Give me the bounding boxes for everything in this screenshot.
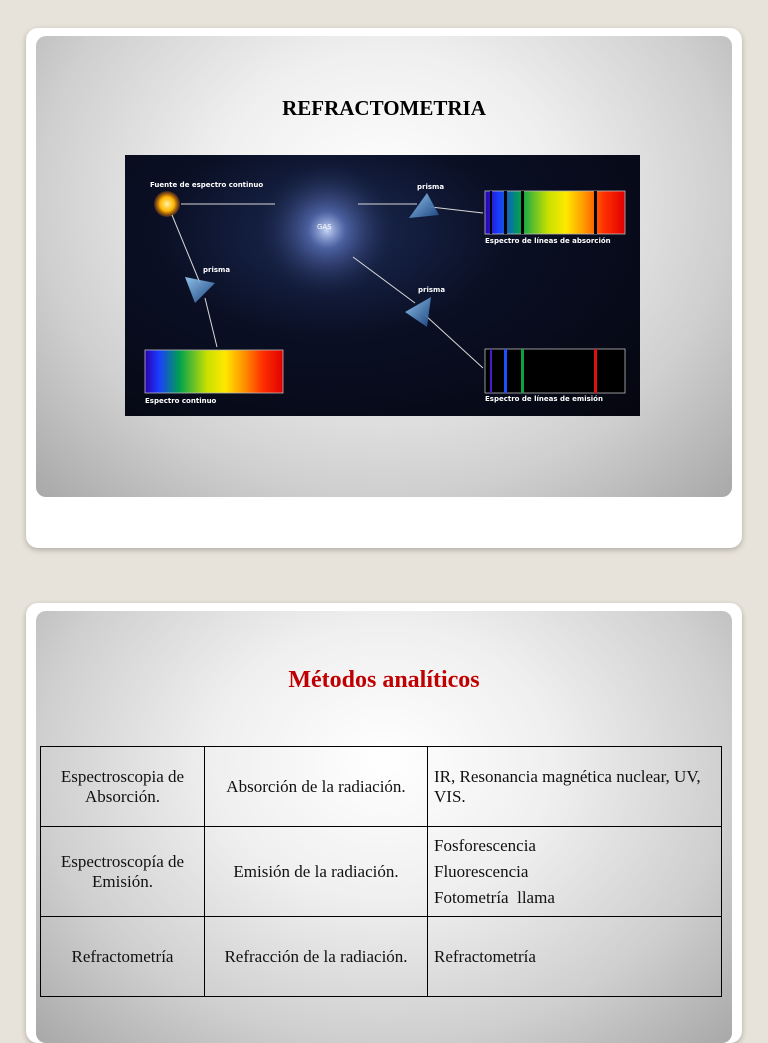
prism-2-label: prisma bbox=[417, 183, 445, 191]
absorption-label: Espectro de líneas de absorción bbox=[485, 237, 611, 245]
gas-label: GAS bbox=[317, 223, 332, 231]
beam-prism-to-emission bbox=[425, 315, 483, 368]
slide-background bbox=[36, 611, 732, 1043]
slide-refractometria bbox=[26, 28, 742, 548]
absorption-line bbox=[490, 191, 492, 234]
prism-2-icon bbox=[409, 193, 439, 218]
beam-prism-to-absorption bbox=[431, 207, 483, 213]
table-row bbox=[41, 827, 722, 917]
principle-cell: Emisión de la radiación. bbox=[205, 827, 428, 917]
techniques-cell bbox=[428, 917, 722, 997]
continuous-spectrum bbox=[145, 350, 283, 393]
technique-item: Refractometría bbox=[434, 946, 536, 966]
table-row bbox=[41, 917, 722, 997]
emission-line bbox=[594, 349, 597, 393]
absorption-line bbox=[521, 191, 524, 234]
technique-item: Fluorescencia bbox=[434, 861, 529, 881]
techniques-cell bbox=[428, 747, 722, 827]
slide-title: REFRACTOMETRIA bbox=[282, 96, 486, 120]
methods-table bbox=[40, 746, 722, 997]
source-label: Fuente de espectro continuo bbox=[150, 181, 264, 189]
slide-metodos-analiticos bbox=[26, 603, 742, 1043]
method-cell: Espectroscopia de Absorción. bbox=[41, 747, 205, 827]
prism-1-icon bbox=[185, 277, 215, 303]
emission-line bbox=[490, 349, 492, 393]
technique-item: Fotometría llama bbox=[434, 887, 555, 907]
prism-3-label: prisma bbox=[418, 286, 446, 294]
principle-cell: Refracción de la radiación. bbox=[205, 917, 428, 997]
technique-item: Fosforescencia bbox=[434, 835, 536, 855]
method-cell: Refractometría bbox=[41, 917, 205, 997]
slide-background bbox=[36, 36, 732, 497]
table-row bbox=[41, 747, 722, 827]
prism-3-icon bbox=[405, 297, 431, 327]
emission-line bbox=[504, 349, 507, 393]
slide-title: Métodos analíticos bbox=[288, 667, 480, 693]
beam-source-to-prism bbox=[172, 215, 200, 283]
absorption-line bbox=[594, 191, 597, 234]
beam-prism-to-continuous bbox=[205, 298, 217, 347]
light-source-icon bbox=[154, 191, 180, 217]
emission-line bbox=[521, 349, 524, 393]
absorption-line bbox=[504, 191, 507, 234]
techniques-cell bbox=[428, 827, 722, 917]
spectrum-diagram bbox=[125, 155, 640, 416]
principle-cell: Absorción de la radiación. bbox=[205, 747, 428, 827]
method-cell: Espectroscopía de Emisión. bbox=[41, 827, 205, 917]
emission-label: Espectro de líneas de emisión bbox=[485, 395, 603, 403]
continuous-label: Espectro continuo bbox=[145, 397, 217, 405]
technique-item: IR, Resonancia magnética nuclear, UV, VIS. bbox=[434, 766, 701, 806]
prism-1-label: prisma bbox=[203, 266, 231, 274]
